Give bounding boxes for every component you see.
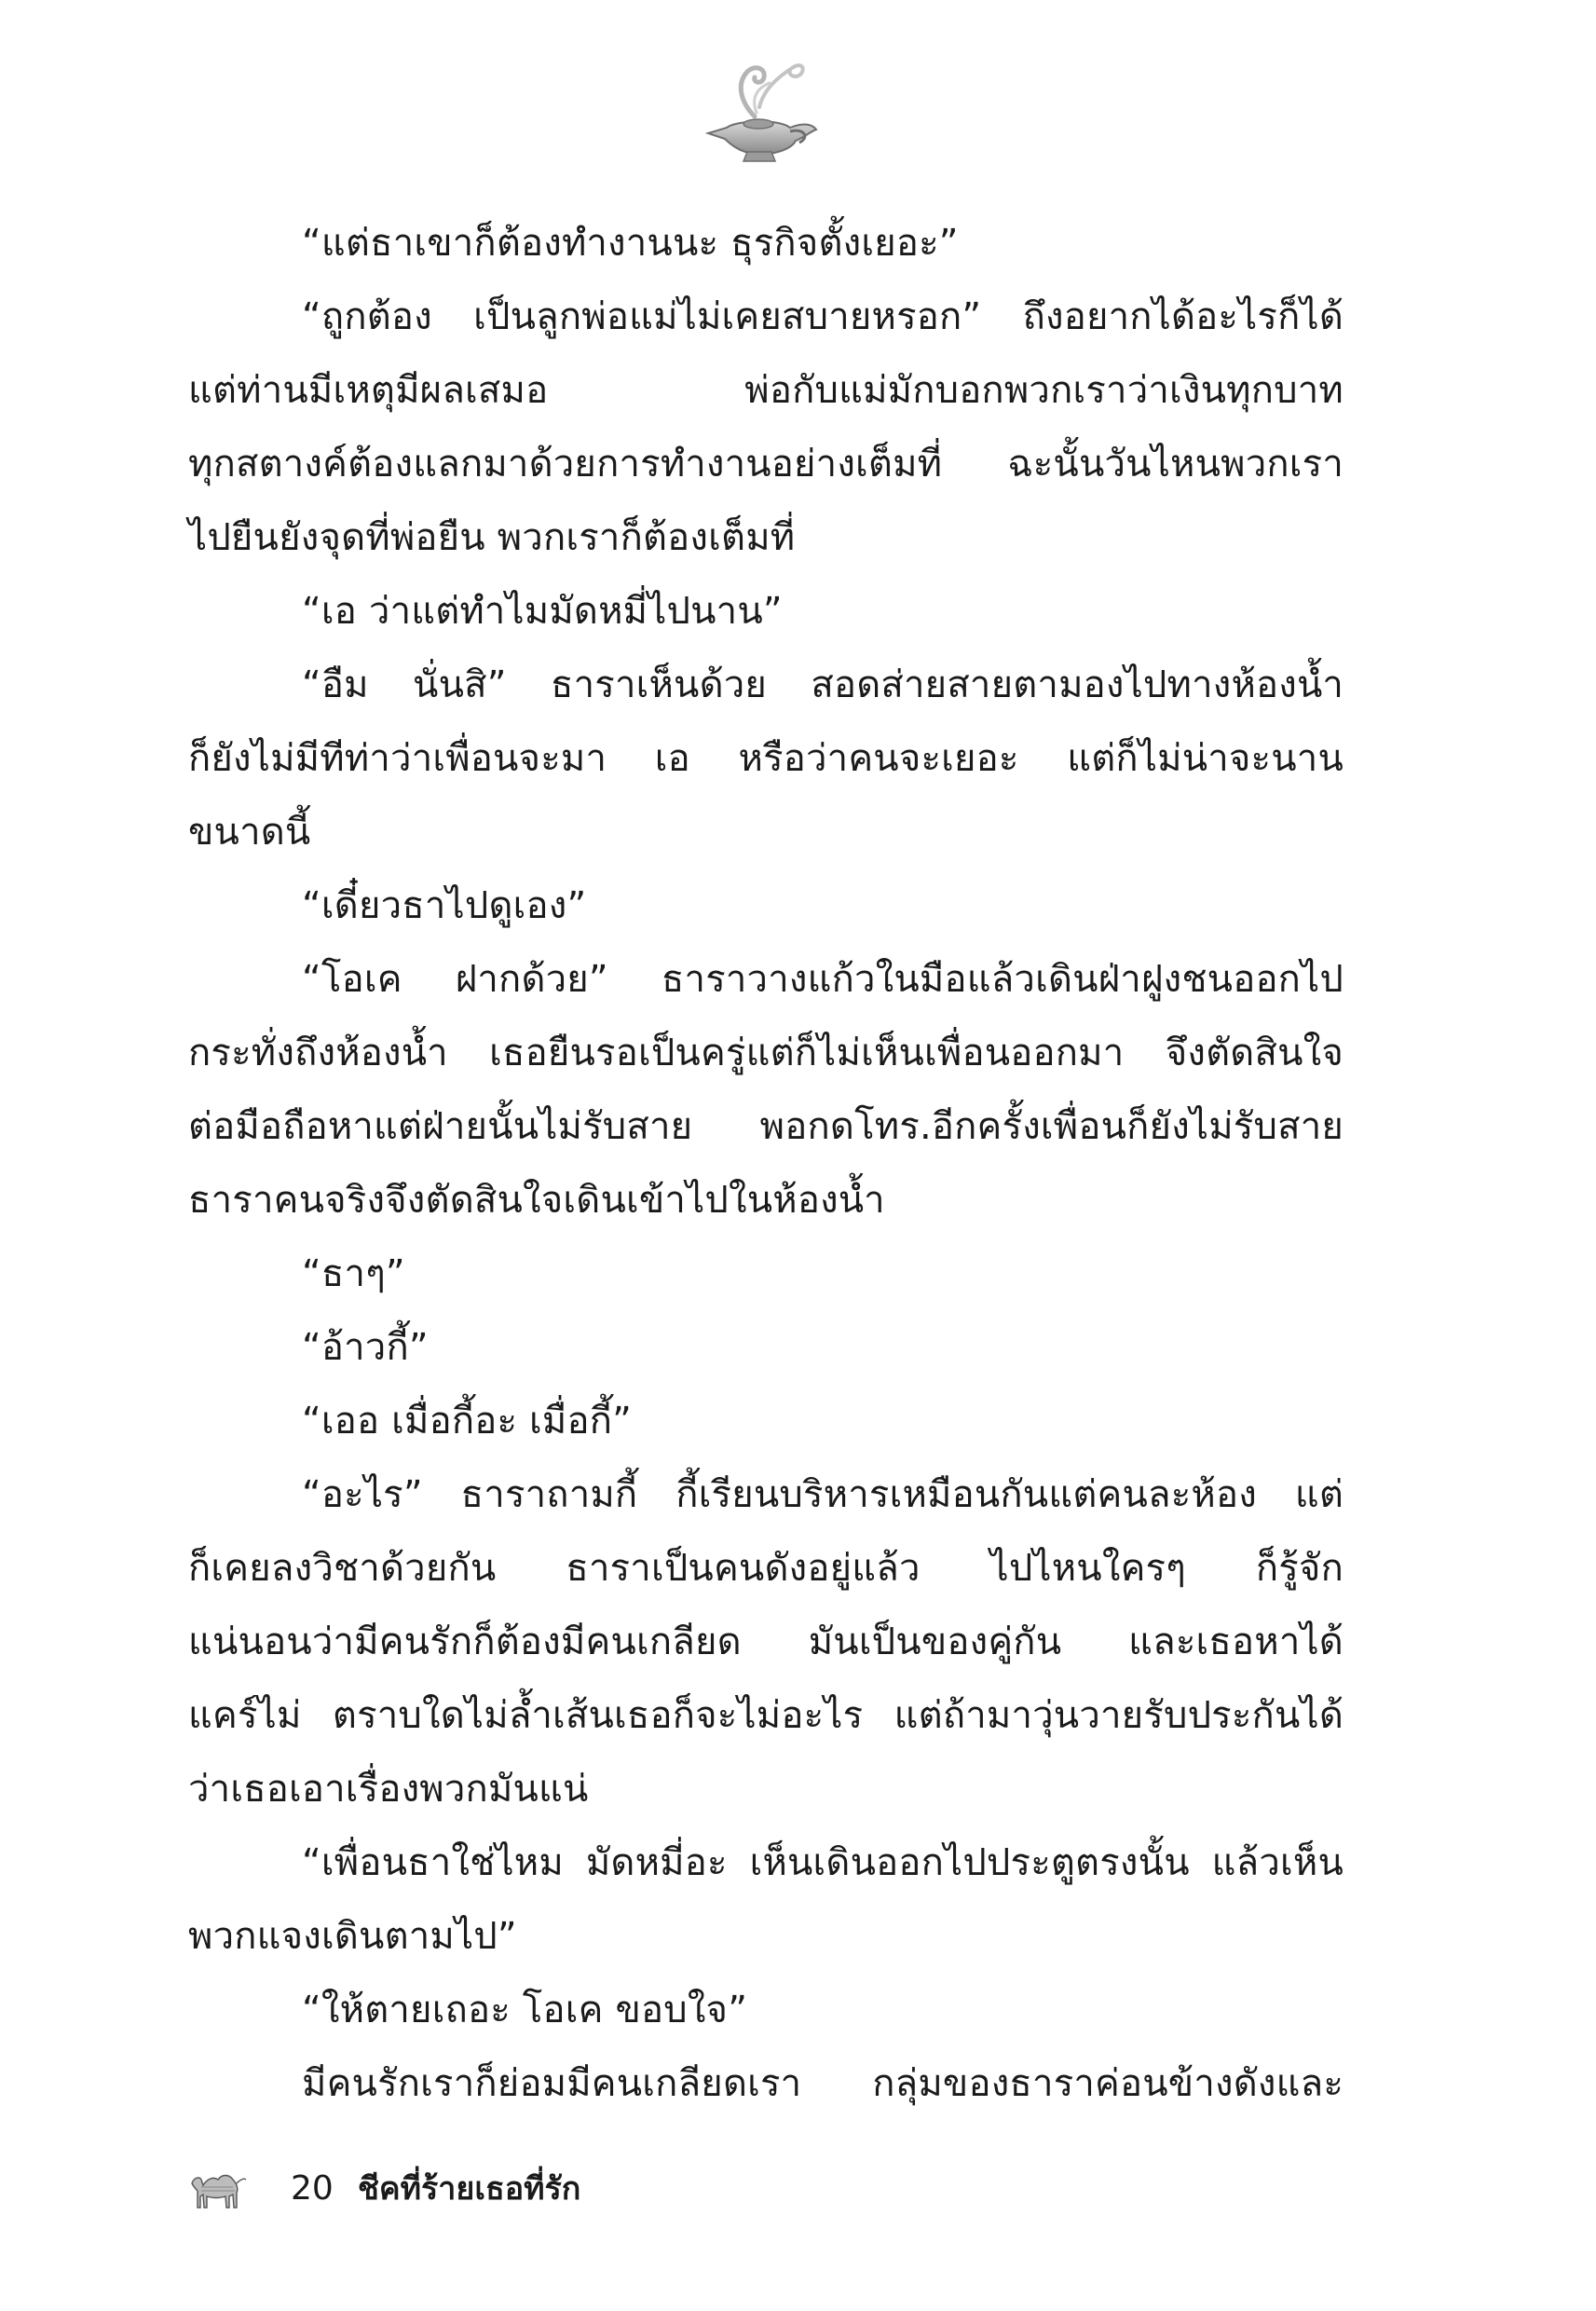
text-line: “ให้ตายเถอะ โอเค ขอบใจ” [302, 1989, 748, 2031]
text-line: พวกแจงเดินตามไป” [188, 1915, 517, 1958]
page-footer [188, 2160, 580, 2216]
text-line: กระทั่งถึงห้องน้ำ เธอยืนรอเป็นครู่แต่ก็ไม่เห็นเพื่อนออกมา จึงตัดสินใจ [188, 1032, 1344, 1074]
text-line: ว่าเธอเอาเรื่องพวกมันแน่ [188, 1768, 589, 1811]
text-line: ก็ยังไม่มีทีท่าว่าเพื่อนจะมา เอ หรือว่าคนจะเยอะ แต่ก็ไม่น่าจะนาน [188, 737, 1344, 780]
text-line: ต่อมือถือหาแต่ฝ่ายนั้นไม่รับสาย พอกดโทร.อีกครั้งเพื่อนก็ยังไม่รับสาย [188, 1105, 1344, 1148]
text-line: ธาราคนจริงจึงตัดสินใจเดินเข้าไปในห้องน้ำ [188, 1179, 885, 1222]
text-line: “ถูกต้อง เป็นลูกพ่อแม่ไม่เคยสบายหรอก” ถึงอยากได้อะไรก็ได้ [302, 295, 1344, 338]
text-line: “อืม นั่นสิ” ธาราเห็นด้วย สอดส่ายสายตามองไปทางห้องน้ำ [302, 663, 1344, 706]
text-line: “อะไร” ธาราถามกี้ กี้เรียนบริหารเหมือนกันแต่คนละห้อง แต่ [302, 1473, 1344, 1516]
text-line: ก็เคยลงวิชาด้วยกัน ธาราเป็นคนดังอยู่แล้ว ไปไหนใครๆ ก็รู้จัก [188, 1547, 1344, 1590]
text-line: ไปยืนยังจุดที่พ่อยืน พวกเราก็ต้องเต็มที่ [188, 516, 796, 559]
genie-lamp-icon [689, 51, 829, 172]
text-line: ทุกสตางค์ต้องแลกมาด้วยการทำงานอย่างเต็มที่ ฉะนั้นวันไหนพวกเรา [188, 443, 1344, 485]
text-line: “เอ ว่าแต่ทำไมมัดหมี่ไปนาน” [302, 590, 783, 633]
text-line: มีคนรักเราก็ย่อมมีคนเกลียดเรา กลุ่มของธาราค่อนข้างดังและ [302, 2062, 1344, 2105]
camel-icon [188, 2163, 248, 2213]
page-number: 20 [291, 2168, 334, 2208]
body-text [188, 207, 1344, 2121]
text-line: “เออ เมื่อกี้อะ เมื่อกี้” [302, 1400, 633, 1443]
text-line: แคร์ไม่ ตราบใดไม่ล้ำเส้นเธอก็จะไม่อะไร แต่ถ้ามาวุ่นวายรับประกันได้ [188, 1694, 1344, 1737]
text-line: แต่ท่านมีเหตุมีผลเสมอ พ่อกับแม่มักบอกพวกเราว่าเงินทุกบาท [188, 369, 1344, 412]
book-title: ชีคที่ร้ายเธอที่รัก [357, 2170, 581, 2208]
text-line: ขนาดนี้ [188, 811, 311, 854]
text-line: “ธาๆ” [302, 1252, 405, 1295]
text-line: “แต่ธาเขาก็ต้องทำงานนะ ธุรกิจตั้งเยอะ” [302, 222, 959, 265]
text-line: “อ้าวกี้” [302, 1326, 429, 1369]
text-line: “เดี๋ยวธาไปดูเอง” [302, 884, 587, 927]
text-line: “โอเค ฝากด้วย” ธาราวางแก้วในมือแล้วเดินฝ่าฝูงชนออกไป [302, 958, 1344, 1001]
text-line: แน่นอนว่ามีคนรักก็ต้องมีคนเกลียด มันเป็นของคู่กัน และเธอหาได้ [188, 1620, 1344, 1663]
text-line: “เพื่อนธาใช่ไหม มัดหมี่อะ เห็นเดินออกไปประตูตรงนั้น แล้วเห็น [302, 1841, 1344, 1884]
